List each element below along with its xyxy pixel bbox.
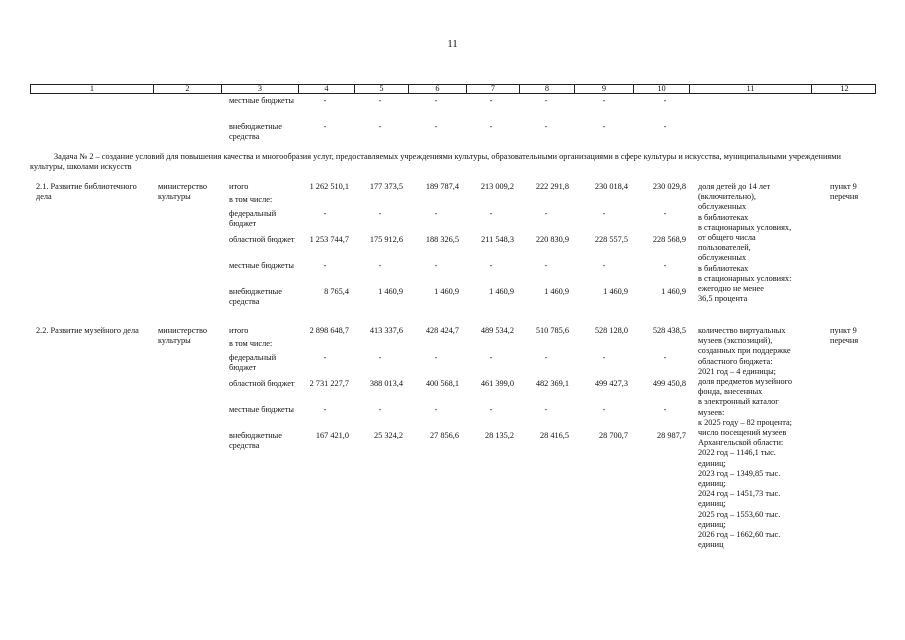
indicator-line: 2026 год – 1662,60 тыс. <box>698 530 781 539</box>
value-cell: - <box>602 405 606 414</box>
event-name: 2.1. Развитие библиотечного дела <box>36 182 137 202</box>
value-cell: 2 731 227,7 <box>309 379 349 388</box>
indicator-line: в электронный каталог <box>698 397 779 407</box>
header-col-9: 9 <box>574 85 633 93</box>
value-cell: - <box>378 122 382 131</box>
value-cell: - <box>602 261 606 270</box>
value-cell: 400 568,1 <box>425 379 459 388</box>
value-cell: - <box>378 261 382 270</box>
indicator-line: в стационарных условиях: <box>698 273 792 283</box>
value-cell: 428 424,7 <box>425 326 459 335</box>
indicator-line: обслуженных <box>698 253 747 263</box>
value-cell: 27 856,6 <box>429 431 459 440</box>
value-cell: 228 557,5 <box>594 235 628 244</box>
value-cell: - <box>434 96 438 105</box>
indicator-line: количество виртуальных <box>698 326 786 335</box>
value-cell: - <box>602 96 606 105</box>
value-cell: 28 700,7 <box>598 431 628 440</box>
row-label: внебюджетные средства <box>229 122 282 142</box>
value-cell: 220 830,9 <box>535 235 569 244</box>
value-cell: - <box>378 405 382 414</box>
row-label: областной бюджет <box>229 235 295 244</box>
value-cell: 8 765,4 <box>324 287 349 296</box>
indicator-line: единиц; <box>698 519 726 529</box>
value-cell: 228 568,9 <box>652 235 686 244</box>
value-cell: 167 421,0 <box>315 431 349 440</box>
reference: пункт 9 перечня <box>830 182 859 202</box>
value-cell: - <box>489 261 493 270</box>
indicator-line: областного бюджета: <box>698 356 773 366</box>
header-col-7: 7 <box>466 85 519 93</box>
indicator-line: доля детей до 14 лет <box>698 182 771 191</box>
value-cell: 28 135,2 <box>484 431 514 440</box>
indicator-line: музеев (экспозиций), <box>698 336 773 346</box>
header-col-4: 4 <box>298 85 354 93</box>
executor: министерство культуры <box>158 182 208 202</box>
indicator-line: в библиотеках <box>698 263 749 273</box>
value-cell: 28 987,7 <box>656 431 686 440</box>
value-cell: - <box>663 353 667 362</box>
value-cell: - <box>544 122 548 131</box>
header-col-5: 5 <box>354 85 408 93</box>
indicator-line: Архангельской области: <box>698 438 784 448</box>
indicator-line: 36,5 процента <box>698 294 748 304</box>
indicator-line: музеев: <box>698 407 725 417</box>
indicator-line: обслуженных <box>698 202 747 212</box>
value-cell: 189 787,4 <box>425 182 459 191</box>
indicator-line: доля предметов музейного <box>698 377 792 386</box>
row-label: в том числе: <box>229 195 273 204</box>
row-label: итого <box>229 182 249 191</box>
value-cell: 1 460,9 <box>661 287 686 296</box>
row-label: областной бюджет <box>229 379 295 388</box>
value-cell: - <box>663 96 667 105</box>
value-cell: - <box>323 353 327 362</box>
value-cell: - <box>434 209 438 218</box>
value-cell: 461 399,0 <box>480 379 514 388</box>
executor: министерство культуры <box>158 326 208 346</box>
header-col-3: 3 <box>221 85 298 93</box>
header-col-1: 1 <box>89 84 95 93</box>
value-cell: 1 460,9 <box>378 287 403 296</box>
value-cell: - <box>544 405 548 414</box>
value-cell: - <box>663 261 667 270</box>
value-cell: - <box>544 353 548 362</box>
value-cell: - <box>378 96 382 105</box>
value-cell: - <box>434 405 438 414</box>
indicator-line: от общего числа <box>698 233 756 242</box>
value-cell: - <box>323 405 327 414</box>
indicator-line: единиц <box>698 540 724 550</box>
value-cell: - <box>323 122 327 131</box>
row-label: итого <box>229 326 249 335</box>
value-cell: 211 548,3 <box>481 235 514 244</box>
value-cell: - <box>489 353 493 362</box>
value-cell: 222 291,8 <box>535 182 569 191</box>
value-cell: 499 450,8 <box>652 379 686 388</box>
indicator-line: в библиотеках <box>698 212 749 222</box>
value-cell: 230 029,8 <box>652 182 686 191</box>
value-cell: 1 262 510,1 <box>309 182 349 191</box>
value-cell: 413 337,6 <box>369 326 403 335</box>
value-cell: - <box>323 209 327 218</box>
indicator-line: к 2025 году – 82 процента; <box>698 417 792 427</box>
header-col-8: 8 <box>519 85 574 93</box>
value-cell: 28 416,5 <box>539 431 569 440</box>
indicator-line: единиц; <box>698 499 726 509</box>
value-cell: - <box>602 353 606 362</box>
row-label: внебюджетные средства <box>229 431 282 451</box>
header-col-11: 11 <box>689 85 811 93</box>
value-cell: 510 785,6 <box>535 326 569 335</box>
value-cell: - <box>489 122 493 131</box>
value-cell: - <box>489 405 493 414</box>
value-cell: 388 013,4 <box>369 379 403 388</box>
indicator-line: число посещений музеев <box>698 428 787 437</box>
value-cell: 528 438,5 <box>652 326 686 335</box>
value-cell: - <box>378 353 382 362</box>
page-number: 11 <box>447 38 458 50</box>
reference: пункт 9 перечня <box>830 326 859 346</box>
indicator-line: ежегодно не менее <box>698 284 764 293</box>
row-label: внебюджетные средства <box>229 287 282 307</box>
value-cell: 230 018,4 <box>594 182 628 191</box>
indicator-line: фонда, внесенных <box>698 387 763 397</box>
value-cell: 1 460,9 <box>603 287 628 296</box>
event-name: 2.2. Развитие музейного дела <box>36 326 139 335</box>
header-col-2: 2 <box>153 85 221 93</box>
value-cell: 177 373,5 <box>369 182 403 191</box>
table-header-row <box>30 84 876 94</box>
value-cell: - <box>434 353 438 362</box>
value-cell: - <box>602 122 606 131</box>
row-label: федеральный бюджет <box>229 353 277 373</box>
row-label: в том числе: <box>229 339 273 348</box>
task-2-heading: Задача № 2 – создание условий для повышения качества и многообразия услуг, предоставляемых учреждениями культуры, образовательными организациями в сфере культуры и искусства, муниципальными учреждениями культуры, школами искусств <box>30 152 841 172</box>
indicator-line: единиц; <box>698 479 726 488</box>
value-cell: 1 460,9 <box>434 287 459 296</box>
indicator-line: (включительно), <box>698 192 757 202</box>
value-cell: 528 128,0 <box>594 326 628 335</box>
value-cell: - <box>544 96 548 105</box>
value-cell: - <box>434 261 438 270</box>
value-cell: 175 912,6 <box>369 235 403 244</box>
value-cell: 1 460,9 <box>489 287 514 296</box>
value-cell: 25 324,2 <box>373 431 403 440</box>
indicator-line: 2025 год – 1553,60 тыс. <box>698 509 781 519</box>
value-cell: - <box>489 96 493 105</box>
header-col-6: 6 <box>408 85 466 93</box>
row-label: местные бюджеты <box>229 261 294 270</box>
indicator-line: 2023 год – 1349,85 тыс. <box>698 468 781 478</box>
row-label: местные бюджеты <box>229 96 294 105</box>
value-cell: - <box>663 209 667 218</box>
value-cell: - <box>663 122 667 131</box>
row-label: местные бюджеты <box>229 405 294 414</box>
header-col-10: 10 <box>633 85 689 93</box>
value-cell: 482 369,1 <box>535 379 569 388</box>
value-cell: 489 534,2 <box>480 326 514 335</box>
value-cell: 1 460,9 <box>544 287 569 296</box>
value-cell: - <box>378 209 382 218</box>
indicator-line: единиц; <box>698 458 726 468</box>
value-cell: 188 326,5 <box>425 235 459 244</box>
indicator-line: в стационарных условиях, <box>698 222 792 232</box>
indicator-line: пользователей, <box>698 243 751 253</box>
value-cell: - <box>323 261 327 270</box>
value-cell: - <box>323 96 327 105</box>
indicator-line: 2024 год – 1451,73 тыс. <box>698 489 781 499</box>
value-cell: - <box>544 261 548 270</box>
value-cell: - <box>434 122 438 131</box>
value-cell: - <box>544 209 548 218</box>
value-cell: 213 009,2 <box>480 182 514 191</box>
indicator-line: созданных при поддержке <box>698 346 791 356</box>
value-cell: - <box>602 209 606 218</box>
value-cell: 2 898 648,7 <box>309 326 349 335</box>
row-label: федеральный бюджет <box>229 209 277 229</box>
value-cell: - <box>663 405 667 414</box>
header-col-12: 12 <box>811 85 877 93</box>
value-cell: 499 427,3 <box>594 379 628 388</box>
value-cell: - <box>489 209 493 218</box>
indicator-line: 2022 год – 1146,1 тыс. <box>698 448 776 458</box>
indicator-line: 2021 год – 4 единицы; <box>698 366 776 376</box>
value-cell: 1 253 744,7 <box>309 235 349 244</box>
